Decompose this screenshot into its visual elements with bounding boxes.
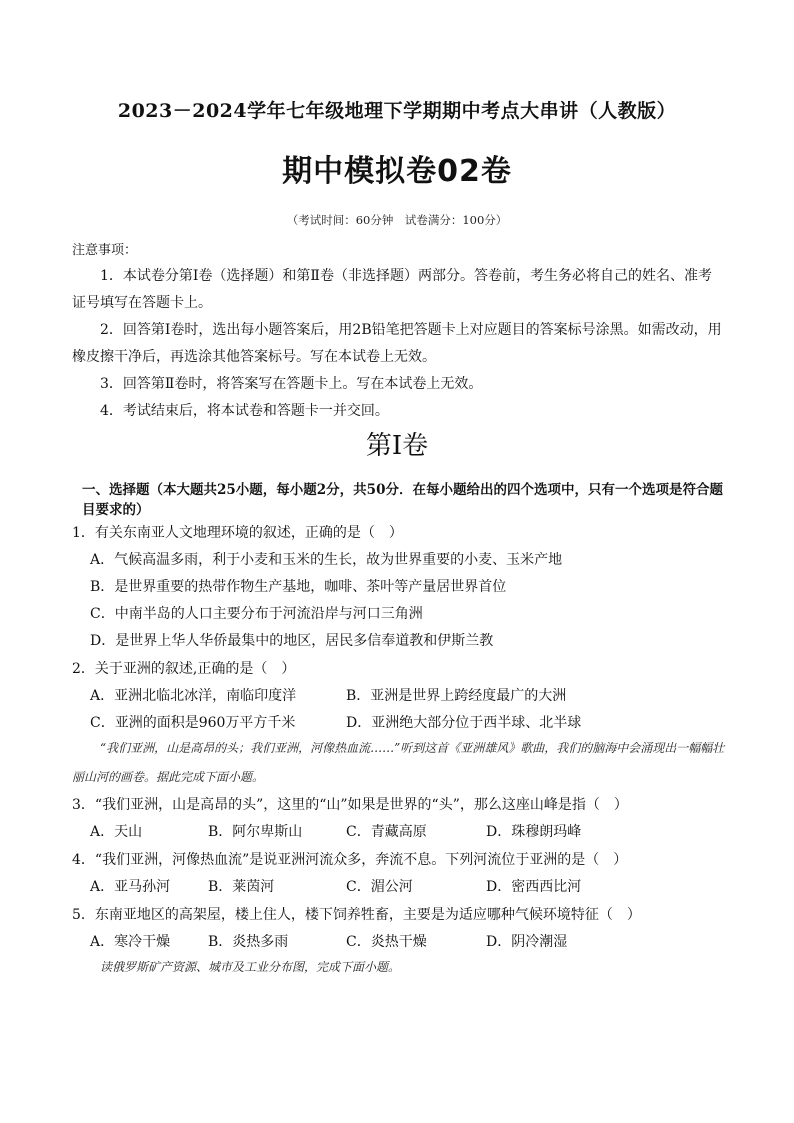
- note-text: 4．考试结束后，将本试卷和答题卡一并交回。: [100, 403, 389, 419]
- question-3-option-a: A．天山: [90, 824, 143, 840]
- question-1-option-a: A．气候高温多雨，利于小麦和玉米的生长，故为世界重要的小麦、玉米产地: [90, 552, 563, 568]
- note-text: 3．回答第Ⅱ卷时，将答案写在答题卡上。写在本试卷上无效。: [100, 376, 483, 392]
- question-2-option-b: B．亚洲是世界上跨经度最广的大洲: [346, 688, 567, 704]
- part-one-heading: 第Ⅰ卷: [365, 431, 429, 461]
- question-4-option-d: D．密西西比河: [486, 879, 582, 895]
- question-5-option-c: C．炎热干燥: [346, 934, 427, 950]
- question-5-stem: 5．东南亚地区的高架屋，楼上住人，楼下饲养牲畜，主要是为适应哪种气候环境特征（ ）: [72, 907, 641, 923]
- question-3-option-c: C．青藏高原: [346, 824, 427, 840]
- notes-heading: 注意事项：: [72, 243, 138, 258]
- exam-time-and-score: （考试时间：60分钟 试卷满分：100分）: [286, 213, 508, 227]
- question-5-option-b: B．炎热多雨: [208, 934, 289, 950]
- question-1-stem: 1．有关东南亚人文地理环境的叙述，正确的是（ ）: [72, 525, 403, 541]
- question-2-option-c: C．亚洲的面积是960万平方千米: [90, 715, 296, 731]
- question-3-option-d: D．珠穆朗玛峰: [486, 824, 582, 840]
- passage-text: 读俄罗斯矿产资源、城市及工业分布图，完成下面小题。: [100, 960, 401, 974]
- note-item: [72, 263, 722, 317]
- reading-passage: [72, 734, 732, 792]
- note-item: [72, 371, 722, 398]
- question-3-option-b: B．阿尔卑斯山: [208, 824, 303, 840]
- question-3-stem: 3．“我们亚洲，山是高昂的头”，这里的“山”如果是世界的“头”，那么这座山峰是指（ ）: [72, 797, 628, 813]
- question-4-stem: 4．“我们亚洲，河像热血流”是说亚洲河流众多，奔流不息。下列河流位于亚洲的是（ ）: [72, 852, 628, 868]
- passage-text: “我们亚洲，山是高昂的头；我们亚洲，河像热血流……”听到这首《亚洲雄风》歌曲，我们的脑海中会涌现出一幅幅壮丽山河的画卷。据此完成下面小题。: [72, 741, 725, 784]
- note-item: [72, 398, 722, 425]
- question-1-option-d: D．是世界上华人华侨最集中的地区，居民多信奉道教和伊斯兰教: [90, 633, 494, 649]
- question-4-option-c: C．湄公河: [346, 879, 413, 895]
- question-1-option-c: C．中南半岛的人口主要分布于河流沿岸与河口三角洲: [90, 606, 423, 622]
- question-4-option-a: A．亚马孙河: [90, 879, 171, 895]
- question-4-option-b: B．莱茵河: [208, 879, 275, 895]
- note-text: 1．本试卷分第Ⅰ卷（选择题）和第Ⅱ卷（非选择题）两部分。答卷前，考生务必将自己的姓名、准考证号填写在答题卡上。: [72, 268, 712, 311]
- exam-series-title: 2023－2024学年七年级地理下学期期中考点大串讲（人教版）: [117, 100, 677, 122]
- question-5-option-a: A．寒冷干燥: [90, 934, 171, 950]
- question-2-option-d: D．亚洲绝大部分位于西半球、北半球: [346, 715, 582, 731]
- question-2-stem: 2．关于亚洲的叙述,正确的是（ ）: [72, 661, 296, 677]
- section-heading: 一、选择题（本大题共25小题，每小题2分，共50分．在每小题给出的四个选项中，只有一个选项是符合题目要求的）: [82, 482, 723, 518]
- note-item: [72, 317, 722, 371]
- question-5-option-d: D．阴冷潮湿: [486, 934, 568, 950]
- question-1-option-b: B．是世界重要的热带作物生产基地，咖啡、茶叶等产量居世界首位: [90, 579, 507, 595]
- note-text: 2．回答第Ⅰ卷时，选出每小题答案后，用2B铅笔把答题卡上对应题目的答案标号涂黑。如需改动，用橡皮擦干净后，再选涂其他答案标号。写在本试卷上无效。: [72, 322, 722, 365]
- exam-paper-title: 期中模拟卷02卷: [282, 154, 512, 189]
- question-2-option-a: A．亚洲北临北冰洋，南临印度洋: [90, 688, 297, 704]
- reading-passage: [72, 953, 732, 982]
